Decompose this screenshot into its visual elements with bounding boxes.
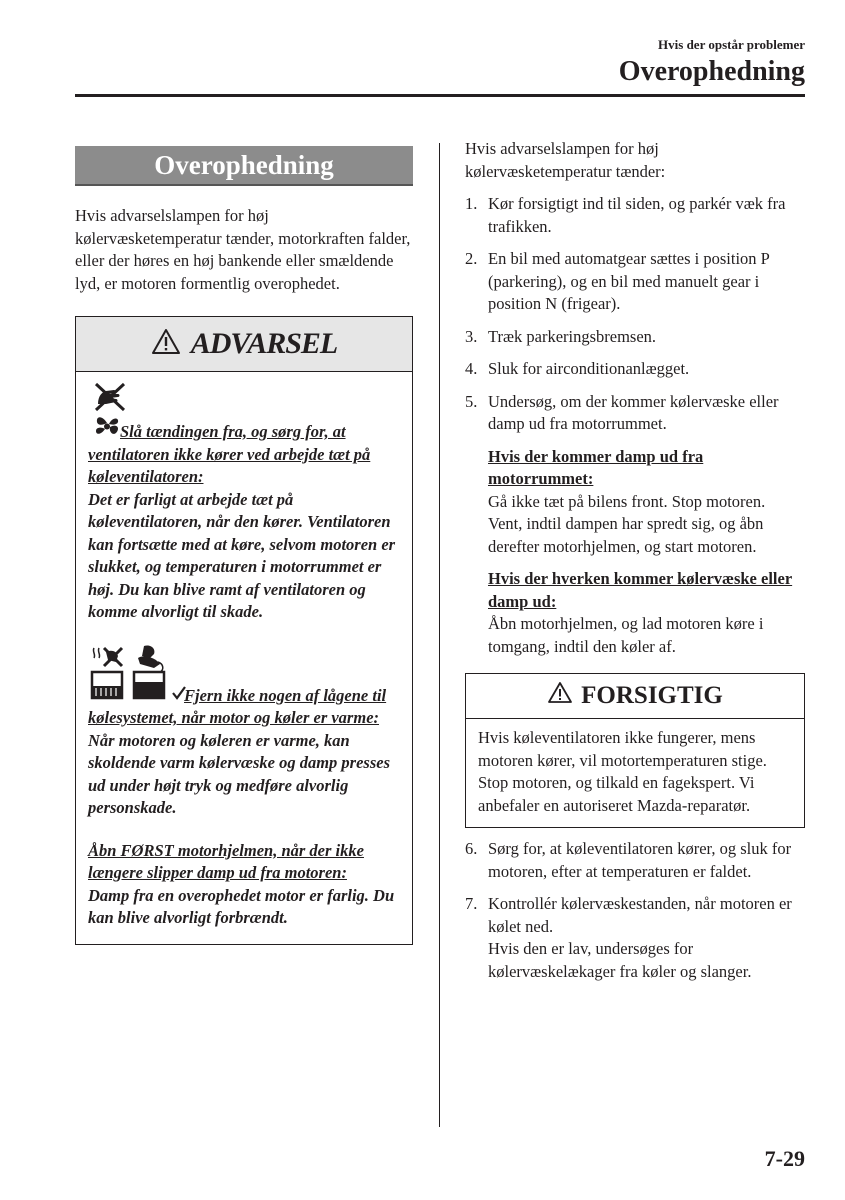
- warning-text-2: Når motoren og køleren er varme, kan skoldende varm kølervæske og damp presses ud under højt tryk og medføre alvorlig personskade.: [88, 730, 391, 817]
- header-rule: [75, 94, 805, 97]
- caution-header: [466, 674, 804, 719]
- fan-icon: [92, 413, 122, 447]
- section-title: Overophedning: [75, 146, 413, 186]
- right-column: [465, 138, 805, 983]
- warning-heading-3: Åbn FØRST motorhjelmen, når der ikke længere slipper damp ud fra motoren:: [88, 840, 364, 882]
- list-item: 5. Undersøg, om der kommer kølervæske eller damp ud fra motorrummet.: [465, 391, 779, 433]
- warning-text-3: Damp fra en overophedet motor er farlig. Du kan blive alvorligt forbrændt.: [88, 885, 395, 927]
- caution-text: Hvis køleventilatoren ikke fungerer, mens motoren kører, vil motortemperaturen stige. Stop motoren, og tilkald en fagekspert. Vi anbefaler en autoriseret Mazda-reparatør.: [478, 728, 767, 815]
- fan-icons: [88, 382, 400, 440]
- no-leak-case-heading: Hvis der hverken kommer kølervæske eller damp ud:: [488, 569, 793, 611]
- running-header-section: Hvis der opstår problemer: [658, 37, 805, 52]
- procedure-intro: Hvis advarselslampen for høj kølervæsketemperatur tænder:: [465, 139, 666, 181]
- caution-box: [465, 673, 805, 828]
- warning-heading-2: Fjern ikke nogen af lågene til kølesystemet, når motor og køler er varme:: [88, 685, 387, 727]
- steam-case: [488, 446, 805, 559]
- steam-case-text-2: Vent, indtil dampen har spredt sig, og åbn derefter motorhjelmen, og start motoren.: [488, 514, 764, 556]
- left-column: [75, 146, 413, 945]
- running-header-title: Overophedning: [618, 56, 805, 87]
- hot-radiator-icon: [88, 644, 128, 709]
- warning-triangle-icon: [547, 681, 573, 711]
- steam-case-heading: Hvis der kommer damp ud fra motorrummet:: [488, 446, 704, 488]
- warning-body: [76, 372, 412, 944]
- radiator-icons: [88, 644, 400, 704]
- step7-extra: Hvis den er lav, undersøges for kølervæskelækager fra køler og slanger.: [488, 939, 752, 981]
- open-cap-icon: [130, 644, 172, 709]
- warning-title: ADVARSEL: [190, 327, 338, 360]
- no-leak-case-text: Åbn motorhjelmen, og lad motoren køre i tomgang, indtil den køler af.: [488, 614, 764, 656]
- column-divider: [439, 143, 440, 1127]
- no-leak-case: [488, 568, 805, 658]
- list-item: 3. Træk parkeringsbremsen.: [465, 326, 657, 346]
- warning-heading-1: Slå tændingen fra, og sørg for, at ventilatoren ikke kører ved arbejde tæt på køleventilatoren:: [88, 422, 371, 486]
- checkmark-icon: [172, 684, 186, 707]
- warning-triangle-icon: [151, 328, 181, 360]
- warning-text-1: Det er farligt at arbejde tæt på køleventilatoren, når den kører. Ventilatoren kan fortsætte med at køre, selvom motoren er slukket, og temperaturen i motorrummet er høj. Du kan blive ramt af ventilatoren og komme alvorligt til skade.: [88, 489, 396, 621]
- list-item: 1. Kør forsigtigt ind til siden, og parkér væk fra trafikken.: [465, 194, 786, 236]
- intro-text: Hvis advarselslampen for høj kølervæsketemperatur tænder, motorkraften falder, eller der høres en høj bankende eller smældende lyd, er motoren formentlig overophedet.: [75, 206, 411, 293]
- caution-title: FORSIGTIG: [581, 681, 723, 709]
- list-item: 4. Sluk for airconditionanlægget.: [465, 359, 690, 378]
- page-number: 7-29: [764, 1146, 805, 1171]
- steam-case-text-1: Gå ikke tæt på bilens front. Stop motoren.: [488, 491, 766, 511]
- list-item: 7. Kontrollér kølervæskestanden, når motoren er kølet ned. Hvis den er lav, undersøges for kølervæskelækager fra køler og slanger.: [465, 893, 805, 983]
- warning-header: [76, 317, 412, 372]
- steps-list: [465, 193, 805, 436]
- steps-list-continued: [465, 838, 805, 983]
- list-item: 6. Sørg for, at køleventilatoren kører, og sluk for motoren, efter at temperaturen er faldet.: [465, 839, 792, 881]
- warning-box: [75, 316, 413, 945]
- list-item: 2. En bil med automatgear sættes i position P (parkering), og en bil med manuelt gear i position N (frigear).: [465, 249, 770, 313]
